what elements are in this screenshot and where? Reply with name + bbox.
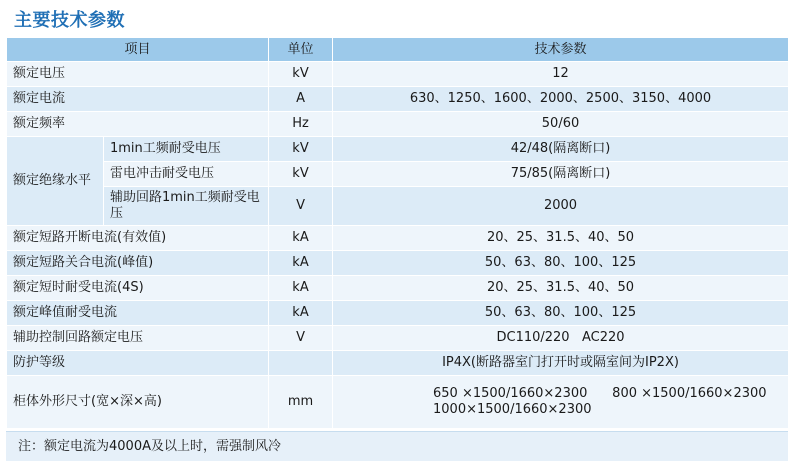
row-unit: V [269,326,333,351]
table-row [7,376,789,429]
row-value: DC110/220 AC220 [333,326,789,351]
row-value: 42/48(隔离断口) [333,137,789,162]
insulation-group-label: 额定绝缘水平 [7,137,104,226]
row-item: 柜体外形尺寸(宽×深×高) [7,376,269,429]
row-item: 额定短时耐受电流(4S) [7,276,269,301]
row-unit: mm [269,376,333,429]
table-row [7,301,789,326]
row-value: 630、1250、1600、2000、2500、3150、4000 [333,87,789,112]
row-item: 雷电冲击耐受电压 [104,162,269,187]
row-value: 50/60 [333,112,789,137]
row-value: 50、63、80、100、125 [333,301,789,326]
table-row [7,226,789,251]
row-item: 额定短路关合电流(峰值) [7,251,269,276]
row-item: 额定电流 [7,87,269,112]
row-unit: kA [269,276,333,301]
row-item: 防护等级 [7,351,269,376]
table-row [7,112,789,137]
row-unit [269,351,333,376]
row-value: 20、25、31.5、40、50 [333,226,789,251]
row-item: 额定电压 [7,62,269,87]
table-row [7,326,789,351]
row-value: 75/85(隔离断口) [333,162,789,187]
row-unit: kA [269,301,333,326]
row-unit: kV [269,62,333,87]
row-unit: kV [269,162,333,187]
dims-line-2: 1000×1500/1660×2300 [433,402,592,417]
row-unit: kV [269,137,333,162]
table-row [7,351,789,376]
row-item: 辅助回路1min工频耐受电压 [104,187,269,226]
row-value: 2000 [333,187,789,226]
dims-value [333,376,789,429]
row-value: 12 [333,62,789,87]
dims-line-1: 650 ×1500/1660×2300 800 ×1500/1660×2300 [433,386,767,401]
row-item: 额定短路开断电流(有效值) [7,226,269,251]
table-header-row [7,38,789,62]
table-row [7,251,789,276]
row-value: 20、25、31.5、40、50 [333,276,789,301]
row-item: 1min工频耐受电压 [104,137,269,162]
header-value: 技术参数 [333,38,789,62]
header-item: 项目 [7,38,269,62]
row-value: 50、63、80、100、125 [333,251,789,276]
row-value: IP4X(断路器室门打开时或隔室间为IP2X) [333,351,789,376]
row-unit: kA [269,251,333,276]
row-item: 辅助控制回路额定电压 [7,326,269,351]
spec-table [6,37,789,429]
page-title: 主要技术参数 [14,10,125,31]
row-item: 额定频率 [7,112,269,137]
table-row [7,62,789,87]
row-item: 额定峰值耐受电流 [7,301,269,326]
row-unit: A [269,87,333,112]
table-row [7,87,789,112]
table-row [7,187,789,226]
footnote: 注：额定电流为4000A及以上时，需强制风冷 [6,431,788,461]
header-unit: 单位 [269,38,333,62]
table-row [7,162,789,187]
table-row [7,137,789,162]
row-unit: V [269,187,333,226]
row-unit: kA [269,226,333,251]
table-row [7,276,789,301]
row-unit: Hz [269,112,333,137]
